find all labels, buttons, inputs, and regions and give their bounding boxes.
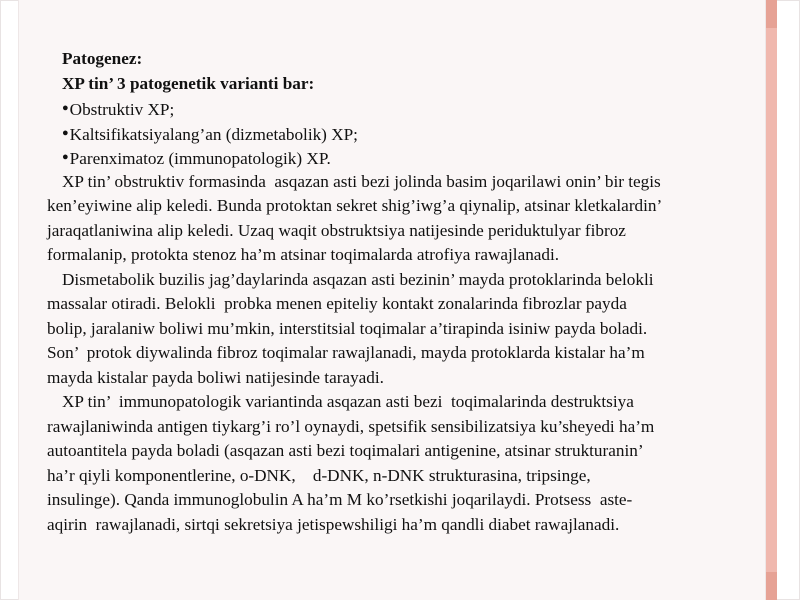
paragraph-line: rawajlaniwinda antigen tiykarg’i ro’l oynaydi, spetsifik sensibilizatsiya ku’sheyedi ha’m — [47, 416, 655, 436]
bullet-dot-icon: ● — [62, 126, 69, 139]
bullet-item-label: Parenximatoz (immunopatologik) XP. — [69, 149, 331, 168]
paragraph-immunopatologik — [47, 390, 767, 537]
paragraph-line: autoantitela payda boladi (asqazan asti bezi toqimalari antigenine, atsinar strukturanin’ — [47, 441, 644, 460]
paragraph-line: ha’r qiyli komponentlerine, o-DNK, d-DNK, n-DNK strukturasina, tripsinge, — [47, 465, 591, 485]
paragraph-line: ken’eyiwine alip keledi. Bunda protoktan sekret shig’iwg’a qiynalip, atsinar kletkalardin’ — [47, 196, 663, 215]
paragraph-line: formalanip, protokta stenoz ha’m atsinar toqimalarda atrofiya rawajlanadi. — [47, 245, 560, 264]
accent-mark-bottom — [766, 572, 777, 600]
bullet-item-kaltsifikatsiyalangan — [47, 121, 767, 146]
paragraph-line: aqirin rawajlanadi, sirtqi sekretsiya jetispewshiligi ha’m qandli diabet rawajlanadi. — [47, 514, 620, 534]
paragraph-line: massalar otiradi. Belokli probka menen epiteliy kontakt zonalarinda fibrozlar payda — [47, 294, 627, 313]
paragraph-line: mayda kistalar payda boliwi natijesinde tarayadi. — [47, 367, 384, 387]
bullet-dot-icon: ● — [62, 151, 69, 163]
paragraph-line: XP tin’ obstruktiv formasinda asqazan asti bezi jolinda basim joqarilawi onin’ bir tegis — [62, 171, 661, 191]
section-subtitle: XP tin’ 3 patogenetik varianti bar: — [62, 73, 315, 93]
paragraph-line: Son’ protok diywalinda fibroz toqimalar rawajlanadi, mayda protoklarda kistalar ha’m — [47, 343, 645, 362]
paragraph-line: XP tin’ immunopatologik variantinda asqazan asti bezi toqimalarinda destruktsiya — [62, 392, 634, 411]
bullet-item-label: Obstruktiv XP; — [69, 100, 175, 119]
bullet-item-parenximatoz — [47, 145, 767, 170]
slide-content — [47, 47, 767, 537]
accent-bar — [766, 0, 777, 600]
paragraph-line: bolip, jaralaniw boliwi mu’mkin, interstitsial toqimalar a’tirapinda isiniw payda boladi. — [47, 318, 648, 338]
bullet-item-obstruktiv — [47, 96, 767, 121]
paragraph-line: insulinge). Qanda immunoglobulin A ha’m M ko’rsetkishi joqarilaydi. Protsess aste- — [47, 490, 633, 509]
bullet-item-label: Kaltsifikatsiyalang’an (dizmetabolik) XP; — [69, 124, 358, 144]
section-title: Patogenez: — [62, 49, 143, 68]
paragraph-dismetabolik — [47, 268, 767, 391]
bullet-dot-icon: ● — [62, 102, 69, 114]
accent-mark-top — [766, 0, 777, 28]
paragraph-line: Dismetabolik buzilis jag’daylarinda asqazan asti bezinin’ mayda protoklarinda belokli — [62, 269, 654, 289]
paragraph-obstruktiv — [47, 170, 767, 268]
paragraph-line: jaraqatlaniwina alip keledi. Uzaq waqit obstruktsiya natijesinde periduktulyar fibroz — [47, 220, 626, 240]
